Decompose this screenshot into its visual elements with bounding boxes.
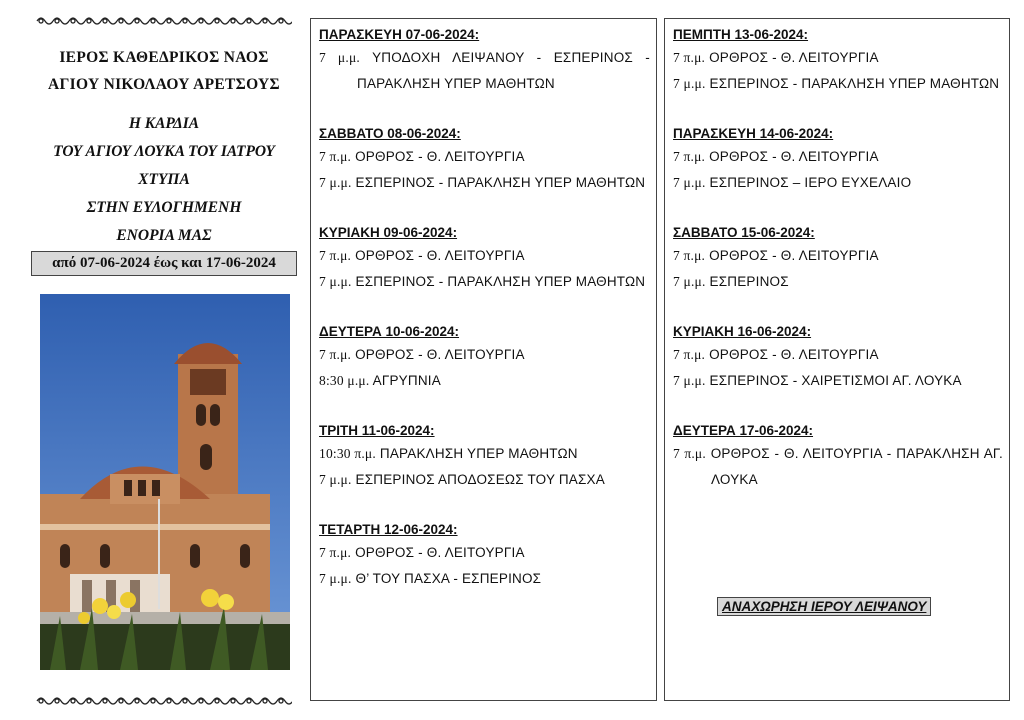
day-spacer [673,394,1003,421]
service-entry [673,243,1003,269]
service-entry [319,467,650,493]
motto-line: ΧΤΥΠΑ [138,171,190,188]
service-entry [673,441,1003,493]
service-time: 7 π.μ. [319,248,352,263]
motto-line: ΕΝΟΡΙΑ ΜΑΣ [116,227,212,244]
service-entry [319,441,650,467]
service-entry [319,368,650,394]
day-block [673,322,1003,394]
service-description: ΟΡΘΡΟΣ - Θ. ΛΕΙΤΟΥΡΓΙΑ [709,149,879,164]
motto [30,110,298,250]
service-entry [673,342,1003,368]
service-time: 7 π.μ. [673,446,706,461]
service-time: 7 π.μ. [673,50,706,65]
day-spacer [319,196,650,223]
service-time: 7 π.μ. [673,347,706,362]
service-entry [319,566,650,592]
service-description: ΟΡΘΡΟΣ - Θ. ΛΕΙΤΟΥΡΓΙΑ [709,50,879,65]
church-photo [40,294,290,670]
day-block [319,322,650,394]
service-description: ΕΣΠΕΡΙΝΟΣ - ΧΑΙΡΕΤΙΣΜΟΙ ΑΓ. ΛΟΥΚΑ [709,373,962,388]
service-description: ΑΓΡΥΠΝΙΑ [372,373,441,388]
service-description: ΕΣΠΕΡΙΝΟΣ - ΠΑΡΑΚΛΗΣΗ ΥΠΕΡ ΜΑΘΗΤΩΝ [355,175,646,190]
service-time: 7 π.μ. [673,248,706,263]
service-time: 7 μ.μ. [319,472,352,487]
service-entry [673,368,1003,394]
date-range-box: από 07-06-2024 έως και 17-06-2024 [31,251,297,276]
service-time: 10:30 π.μ. [319,446,376,461]
service-description: ΟΡΘΡΟΣ - Θ. ΛΕΙΤΟΥΡΓΙΑ [355,545,525,560]
service-description: ΟΡΘΡΟΣ - Θ. ΛΕΙΤΟΥΡΓΙΑ [355,347,525,362]
service-description: Θ’ ΤΟΥ ΠΑΣΧΑ - ΕΣΠΕΡΙΝΟΣ [355,571,542,586]
service-description: ΕΣΠΕΡΙΝΟΣ - ΠΑΡΑΚΛΗΣΗ ΥΠΕΡ ΜΑΘΗΤΩΝ [355,274,646,289]
church-title-line-1: ΙΕΡΟΣ ΚΑΘΕΔΡΙΚΟΣ ΝΑΟΣ [59,49,269,66]
service-entry [673,144,1003,170]
day-header: ΚΥΡΙΑΚΗ 09-06-2024: [319,225,458,240]
service-description: ΠΑΡΑΚΛΗΣΗ ΥΠΕΡ ΜΑΘΗΤΩΝ [379,446,578,461]
service-entry [673,45,1003,71]
church-title-line-2: ΑΓΙΟΥ ΝΙΚΟΛΑΟΥ ΑΡΕΤΣΟΥΣ [48,76,280,93]
service-entry [319,269,650,295]
day-header: ΔΕΥΤΕΡΑ 17-06-2024: [673,423,814,438]
schedule-entries [319,25,650,592]
day-header: ΤΡΙΤΗ 11-06-2024: [319,423,435,438]
service-description: ΕΣΠΕΡΙΝΟΣ [709,274,789,289]
day-header: ΚΥΡΙΑΚΗ 16-06-2024: [673,324,812,339]
schedule-column-2 [664,18,1010,701]
day-header: ΠΑΡΑΣΚΕΥΗ 07-06-2024: [319,27,480,42]
left-panel [30,12,298,712]
day-header: ΠΕΜΠΤΗ 13-06-2024: [673,27,809,42]
day-spacer [319,97,650,124]
church-title [30,44,298,98]
day-block [319,124,650,196]
service-description: ΟΡΘΡΟΣ - Θ. ΛΕΙΤΟΥΡΓΙΑ [709,248,879,263]
ornament-border-bottom [36,694,292,708]
schedule-column-1 [310,18,657,701]
service-time: 7 π.μ. [319,545,352,560]
service-entry [673,269,1003,295]
day-header: ΣΑΒΒΑΤΟ 15-06-2024: [673,225,815,240]
day-header: ΤΕΤΑΡΤΗ 12-06-2024: [319,522,458,537]
service-time: 7 μ.μ. [319,274,352,289]
schedule-entries [673,25,1003,493]
service-time: 7 π.μ. [673,149,706,164]
day-spacer [673,295,1003,322]
day-block [673,223,1003,295]
service-time: 7 μ.μ. [673,274,706,289]
service-time: 7 π.μ. [319,149,352,164]
day-block [319,223,650,295]
service-entry [319,45,650,97]
service-time: 8:30 μ.μ. [319,373,370,388]
motto-line: ΣΤΗΝ ΕΥΛΟΓΗΜΕΝΗ [86,199,242,216]
day-block [319,520,650,592]
service-description: ΟΡΘΡΟΣ - Θ. ΛΕΙΤΟΥΡΓΙΑ - ΠΑΡΑΚΛΗΣΗ ΑΓ. ΛΟΥΚΑ [710,446,1003,487]
service-entry [319,540,650,566]
service-time: 7 μ.μ. [673,76,706,91]
service-description: ΕΣΠΕΡΙΝΟΣ – ΙΕΡΟ ΕΥΧΕΛΑΙΟ [709,175,912,190]
service-entry [319,144,650,170]
day-spacer [319,394,650,421]
service-entry [319,342,650,368]
service-entry [673,71,1003,97]
service-time: 7 μ.μ. [319,50,360,65]
day-spacer [673,97,1003,124]
day-block [319,25,650,97]
service-time: 7 μ.μ. [673,373,706,388]
day-block [673,25,1003,97]
service-description: ΟΡΘΡΟΣ - Θ. ΛΕΙΤΟΥΡΓΙΑ [709,347,879,362]
ornament-border-top [36,14,292,28]
service-description: ΟΡΘΡΟΣ - Θ. ΛΕΙΤΟΥΡΓΙΑ [355,248,525,263]
service-description: ΟΡΘΡΟΣ - Θ. ΛΕΙΤΟΥΡΓΙΑ [355,149,525,164]
service-entry [673,170,1003,196]
service-entry [319,243,650,269]
day-spacer [319,493,650,520]
day-header: ΠΑΡΑΣΚΕΥΗ 14-06-2024: [673,126,834,141]
motto-line: Η ΚΑΡΔΙΑ [128,115,200,132]
service-description: ΕΣΠΕΡΙΝΟΣ ΑΠΟΔΟΣΕΩΣ ΤΟΥ ΠΑΣΧΑ [355,472,605,487]
motto-line: ΤΟΥ ΑΓΙΟΥ ΛΟΥΚΑ ΤΟΥ ΙΑΤΡΟΥ [53,143,275,160]
service-time: 7 μ.μ. [673,175,706,190]
day-header: ΔΕΥΤΕΡΑ 10-06-2024: [319,324,460,339]
service-description: ΕΣΠΕΡΙΝΟΣ - ΠΑΡΑΚΛΗΣΗ ΥΠΕΡ ΜΑΘΗΤΩΝ [709,76,1000,91]
relic-departure-note: ΑΝΑΧΩΡΗΣΗ ΙΕΡΟΥ ΛΕΙΨΑΝΟΥ [717,597,931,616]
service-entry [319,170,650,196]
day-block [673,421,1003,493]
service-time: 7 μ.μ. [319,571,352,586]
service-description: ΥΠΟΔΟΧΗ ΛΕΙΨΑΝΟΥ - ΕΣΠΕΡΙΝΟΣ - ΠΑΡΑΚΛΗΣΗ ΥΠΕΡ ΜΑΘΗΤΩΝ [357,50,651,91]
day-block [319,421,650,493]
service-time: 7 μ.μ. [319,175,352,190]
day-spacer [673,196,1003,223]
service-time: 7 π.μ. [319,347,352,362]
day-spacer [319,295,650,322]
day-header: ΣΑΒΒΑΤΟ 08-06-2024: [319,126,461,141]
day-block [673,124,1003,196]
